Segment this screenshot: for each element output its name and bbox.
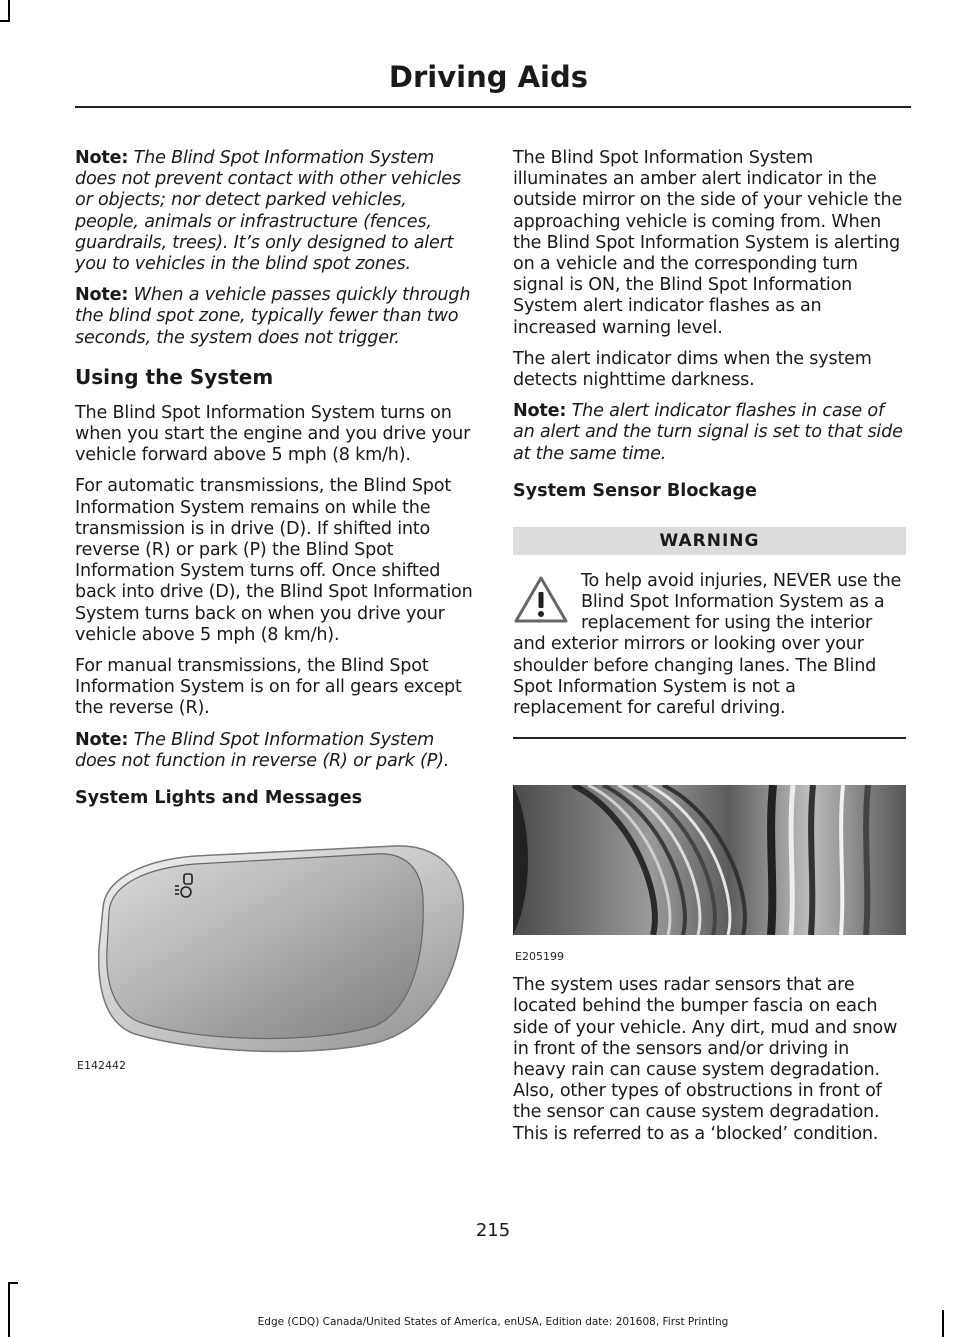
crop-mark bbox=[8, 0, 10, 22]
bumper-sensor-illustration bbox=[513, 785, 906, 935]
warning-triangle-icon bbox=[513, 575, 569, 625]
note-label: Note: bbox=[75, 148, 129, 168]
left-column bbox=[75, 148, 475, 1073]
note-text: The Blind Spot Information System does not function in reverse (R) or park (P). bbox=[75, 729, 450, 771]
heading-sensor-blockage: System Sensor Blockage bbox=[513, 480, 757, 501]
crop-mark bbox=[8, 1282, 18, 1284]
note-text: The alert indicator flashes in case of an alert and the turn signal is set to that side at the same time. bbox=[513, 401, 903, 464]
note-paragraph bbox=[75, 730, 475, 772]
side-mirror-illustration bbox=[75, 838, 475, 1060]
warning-text: To help avoid injuries, NEVER use the Blind Spot Information System as a replacement for using the interior and exterior mirrors or looking over your shoulder before changing lanes. The Blind Spot Information System is not a replacement for careful driving. bbox=[513, 570, 902, 719]
warning-heading: WARNING bbox=[513, 527, 906, 555]
page-number: 215 bbox=[475, 1220, 511, 1241]
figure-code: E205199 bbox=[515, 950, 564, 964]
note-label: Note: bbox=[75, 285, 129, 306]
note-paragraph bbox=[513, 401, 906, 465]
note-text: The Blind Spot Information System does not prevent contact with other vehicles or objects; nor detect parked vehicles, people, animals or infrastructure (fences, guardrails, trees). It’s only designed to alert you to vehicles in the blind spot zones. bbox=[75, 148, 461, 275]
heading-using-the-system: Using the System bbox=[75, 364, 274, 389]
page-title: Driving Aids bbox=[388, 60, 588, 94]
note-label: Note: bbox=[513, 401, 567, 422]
note-text: When a vehicle passes quickly through the blind spot zone, typically fewer than two seconds, the system does not trigger. bbox=[75, 285, 471, 348]
note-label: Note: bbox=[75, 729, 129, 750]
body-paragraph: For automatic transmissions, the Blind Spot Information System remains on while the transmission is in drive (D). If shifted into reverse (R) or park (P) the Blind Spot Information System turns off. Once shifted back into drive (D), the Blind Spot Information System turns back on when you drive your vehicle above 5 mph (8 km/h). bbox=[75, 476, 473, 645]
body-paragraph: For manual transmissions, the Blind Spot Information System is on for all gears except the reverse (R). bbox=[75, 656, 462, 719]
body-paragraph: The system uses radar sensors that are located behind the bumper fascia on each side of your vehicle. Any dirt, mud and snow in front of the sensors and/or driving in heavy rain can cause system degradation. Also, other types of obstructions in front of the sensor can cause system degradation. This is referred to as a ‘blocked’ condition. bbox=[513, 975, 898, 1144]
header-rule bbox=[75, 106, 911, 108]
note-paragraph bbox=[75, 148, 475, 275]
figure-code: E142442 bbox=[77, 1059, 126, 1073]
warning-rule bbox=[513, 737, 906, 739]
body-paragraph: The Blind Spot Information System turns on when you start the engine and you drive your vehicle forward above 5 mph (8 km/h). bbox=[75, 402, 471, 466]
body-paragraph: The Blind Spot Information System illuminates an amber alert indicator in the outside mirror on the side of your vehicle the approaching vehicle is coming from. When the Blind Spot Information System is alerting on a vehicle and the corresponding turn signal is ON, the Blind Spot Information System alert indicator flashes as an increased warning level. bbox=[513, 148, 903, 338]
warning-box bbox=[513, 571, 906, 719]
note-paragraph bbox=[75, 285, 475, 349]
heading-system-lights: System Lights and Messages bbox=[75, 788, 363, 809]
body-paragraph: The alert indicator dims when the system detects nighttime darkness. bbox=[513, 348, 872, 391]
edition-line: Edge (CDQ) Canada/United States of America, enUSA, Edition date: 201608, First Printing bbox=[257, 1316, 729, 1328]
crop-mark bbox=[0, 20, 10, 22]
sensor-figure bbox=[513, 785, 906, 964]
mirror-figure bbox=[75, 838, 475, 1073]
crop-mark bbox=[8, 1282, 10, 1337]
right-column bbox=[513, 148, 906, 1155]
